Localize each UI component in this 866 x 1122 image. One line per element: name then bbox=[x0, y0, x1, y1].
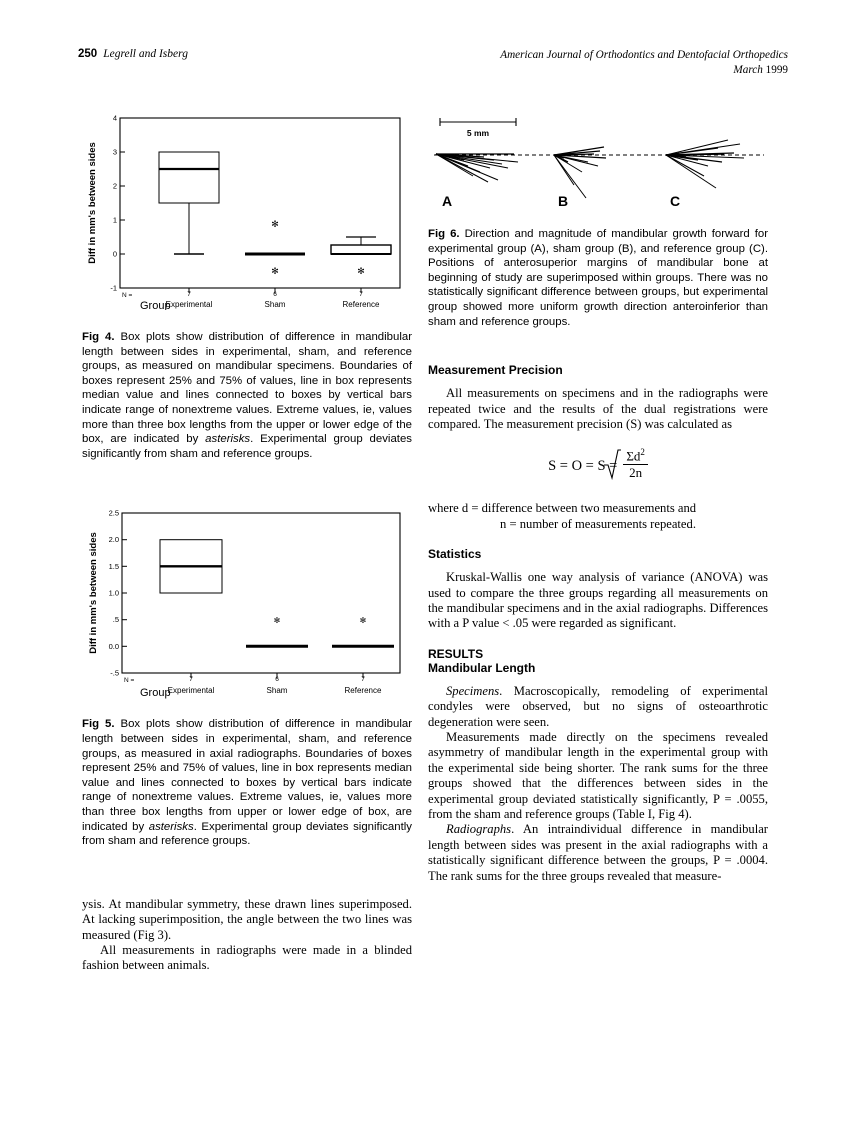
svg-text:1.5: 1.5 bbox=[108, 562, 119, 572]
fig5-box-reference bbox=[332, 616, 394, 646]
fig6-scale-bar bbox=[440, 118, 516, 138]
left-column bbox=[82, 110, 412, 974]
svg-text:6: 6 bbox=[275, 676, 279, 684]
fig5-y-axis bbox=[109, 509, 127, 678]
fig6-caption-body: Direction and magnitude of mandibular growth forward for experimental group (A), sham group (B), and reference group (C). Positions of anterosuperior margins of mandibular bone at beginning of study are superimposed within groups. There was no statistically significant difference between groups, but experimental group showed more uniform growth direction anteroinferior than sham and reference groups. bbox=[428, 228, 768, 328]
fig5-boxplot-chart bbox=[82, 505, 412, 700]
formula-radical bbox=[619, 445, 648, 481]
fig6-panel-label-a: A bbox=[442, 193, 453, 209]
running-head bbox=[78, 48, 788, 78]
fig4-caption-tail: . Experimental group deviates significantly from sham and reference groups. bbox=[82, 433, 412, 460]
fig5-outlier-sham: ✻ bbox=[273, 616, 281, 626]
fig4-outlier-sham-low: ✻ bbox=[271, 266, 279, 276]
svg-text:7: 7 bbox=[187, 291, 191, 298]
results-body bbox=[428, 684, 768, 884]
results-paragraph-3 bbox=[428, 822, 768, 884]
fig5-box-experimental bbox=[160, 540, 222, 593]
fig4-n-row bbox=[122, 291, 363, 299]
svg-text:3: 3 bbox=[112, 147, 117, 157]
precision-formula bbox=[428, 445, 768, 487]
formula-legend-line-1: where d = difference between two measurements and bbox=[428, 501, 697, 516]
results-paragraph-1 bbox=[428, 684, 768, 730]
fig6-panel-label-c: C bbox=[670, 193, 681, 209]
fig4-caption bbox=[82, 330, 412, 461]
fig4-svg bbox=[82, 110, 412, 310]
results-heading: RESULTS bbox=[428, 646, 484, 661]
fig5-box-sham bbox=[246, 616, 308, 646]
fig6-caption bbox=[428, 227, 768, 329]
fig4-caption-italic: asterisks bbox=[205, 433, 251, 446]
measurement-precision-paragraph: All measurements on specimens and in the radiographs were repeated twice and the results of the dual registrations were compared. The measurement precision (S) was calculated as bbox=[428, 386, 768, 431]
svg-text:N =: N = bbox=[124, 677, 135, 685]
running-head-authors: Legrell and Isberg bbox=[103, 48, 188, 60]
running-head-right bbox=[500, 48, 788, 78]
svg-text:Experimental: Experimental bbox=[165, 300, 213, 309]
right-column bbox=[428, 110, 768, 884]
fig6-fan-a bbox=[436, 154, 518, 182]
svg-text:2.0: 2.0 bbox=[108, 535, 119, 545]
fig4-category-labels bbox=[166, 300, 380, 309]
fig5-caption-body: Box plots show distribution of difference in mandibular length between sides in experimental, sham, and reference groups, as measured in axial radiographs. Boundaries of boxes represent 25% and 75% of values, line in box represents median value and lines connected to boxes by vertical bars indicate range of nonextreme values. Extreme values, ie, values more than three box lengths from upper or lower edge of box, are indicated by bbox=[82, 718, 412, 833]
fig4-caption-body: Box plots show distribution of difference in mandibular length between sides in experimental, sham, and reference groups, as measured on mandibular specimens. Boundaries of boxes represent 25% and 75% of values, line in box represents median value and lines connected to boxes by vertical bars indicate range of nonextreme values. Extreme values, ie, values more than three box lengths from the upper or lower edge of the box, are indicated by bbox=[82, 331, 412, 446]
svg-text:Reference: Reference bbox=[342, 300, 380, 309]
fig4-outlier-reference-low: ✻ bbox=[357, 266, 365, 276]
fig5-caption-tail: . Experimental group deviates significantly from sham and reference groups. bbox=[82, 820, 412, 848]
left-paragraph-2: All measurements in radiographs were made in a blinded fashion between animals. bbox=[82, 942, 412, 973]
fig5-svg bbox=[82, 505, 412, 700]
fig6-panel-label-b: B bbox=[558, 193, 569, 209]
svg-text:2.5: 2.5 bbox=[108, 508, 119, 518]
fig6-svg bbox=[428, 110, 768, 215]
svg-text:7: 7 bbox=[189, 676, 193, 684]
svg-text:N =: N = bbox=[122, 292, 133, 299]
formula-numerator: $\Sigma d^2$ bbox=[623, 445, 648, 464]
fig6-fan-c bbox=[666, 140, 744, 188]
svg-text:Experimental: Experimental bbox=[167, 686, 215, 696]
svg-text:2: 2 bbox=[112, 181, 117, 191]
measurement-precision-body bbox=[428, 386, 768, 432]
fig4-box-experimental bbox=[159, 152, 219, 254]
svg-text:-1: -1 bbox=[110, 283, 117, 293]
statistics-heading: Statistics bbox=[428, 547, 482, 562]
svg-text:-.5: -.5 bbox=[110, 668, 119, 678]
fig4-outlier-sham-high: ✻ bbox=[271, 219, 279, 229]
fig5-caption-lead: Fig 5. bbox=[82, 718, 115, 731]
fig4-box-reference bbox=[331, 237, 391, 276]
measurement-precision-heading: Measurement Precision bbox=[428, 363, 563, 378]
fig4-y-axis-title: Diff in mm's between sides bbox=[87, 142, 98, 264]
results-p3-italic: Radiographs bbox=[446, 822, 512, 837]
issue-date bbox=[500, 63, 788, 78]
fig4-caption-lead: Fig 4. bbox=[82, 331, 115, 343]
svg-text:1: 1 bbox=[112, 215, 117, 225]
left-column-body bbox=[82, 897, 412, 974]
svg-text:Sham: Sham bbox=[264, 300, 286, 309]
issue-month: March bbox=[733, 64, 763, 76]
left-paragraph-1: ysis. At mandibular symmetry, these drawn lines superimposed. At lacking superimposition, the angle between the two lines was measured (Fig 3). bbox=[82, 896, 412, 942]
fig5-n-row bbox=[124, 676, 365, 684]
svg-text:.5: .5 bbox=[112, 615, 119, 625]
sqrt-icon bbox=[603, 447, 621, 481]
results-section bbox=[428, 647, 768, 884]
svg-text:4: 4 bbox=[112, 113, 117, 123]
fig5-y-axis-title: Diff in mm's between sides bbox=[88, 532, 99, 655]
formula-fraction bbox=[619, 445, 648, 479]
page-number: 250 bbox=[78, 48, 98, 60]
fig4-boxplot-chart bbox=[82, 110, 412, 310]
statistics-paragraph: Kruskal-Wallis one way analysis of variance (ANOVA) was used to compare the three groups regarding all measurements on the mandibular specimens and in the axial radiographs. Differences with a P value < .05 were regarded as significant. bbox=[428, 570, 768, 631]
running-head-left bbox=[78, 48, 188, 60]
results-p1-text: . Macroscopically, remodeling of experimental condyles were observed, but no signs of osteoarthrotic degeneration were seen. bbox=[428, 683, 768, 729]
fig4-box-sham bbox=[245, 219, 305, 276]
fig4-y-axis bbox=[110, 114, 125, 293]
formula-legend-line-2: n = number of measurements repeated. bbox=[500, 516, 696, 531]
fig6-caption-lead: Fig 6. bbox=[428, 228, 460, 240]
svg-text:7: 7 bbox=[359, 291, 363, 298]
fig5-caption bbox=[82, 717, 412, 848]
figure-6 bbox=[428, 110, 768, 329]
figure-5 bbox=[82, 505, 412, 848]
fig5-category-labels bbox=[168, 686, 382, 695]
statistics-body bbox=[428, 570, 768, 632]
svg-text:0: 0 bbox=[112, 249, 117, 259]
svg-text:0.0: 0.0 bbox=[108, 642, 119, 652]
fig5-caption-italic: asterisks bbox=[148, 820, 194, 833]
journal-title: American Journal of Orthodontics and Dentofacial Orthopedics bbox=[500, 49, 788, 61]
svg-text:6: 6 bbox=[273, 291, 277, 298]
statistics-section bbox=[428, 547, 768, 632]
results-p3-text: . An intraindividual difference in mandibular length between sides was present in the axial radiographs with a statistically significant difference between the groups, P = .0004. The rank sums for the three groups revealed that measure- bbox=[428, 822, 768, 883]
fig4-x-axis-title: Group bbox=[140, 300, 171, 310]
fig5-x-axis-title: Group bbox=[140, 687, 171, 700]
svg-text:7: 7 bbox=[361, 676, 365, 684]
formula-lhs: S = O = S = bbox=[548, 458, 618, 475]
measurement-precision-section bbox=[428, 363, 768, 532]
issue-year: 1999 bbox=[765, 64, 788, 76]
fig6-scale-label: 5 mm bbox=[466, 128, 490, 138]
formula-denominator: 2n bbox=[629, 464, 643, 480]
results-p1-italic: Specimens bbox=[446, 683, 500, 698]
results-subheading: Mandibular Length bbox=[428, 660, 536, 675]
formula-legend bbox=[428, 501, 768, 532]
svg-text:Reference: Reference bbox=[344, 686, 382, 696]
fig5-outlier-reference: ✻ bbox=[359, 616, 367, 626]
svg-text:1.0: 1.0 bbox=[108, 588, 119, 598]
svg-text:Sham: Sham bbox=[266, 686, 288, 696]
results-paragraph-2: Measurements made directly on the specimens revealed asymmetry of mandibular length in the experimental group with the experimental side being shorter. The rank sums for the three groups showed that the differences between sides in the experimental group deviated statistically significantly, P = .0055, from the sham and reference groups (Table I, Fig 4). bbox=[428, 730, 768, 822]
figure-4 bbox=[82, 110, 412, 461]
